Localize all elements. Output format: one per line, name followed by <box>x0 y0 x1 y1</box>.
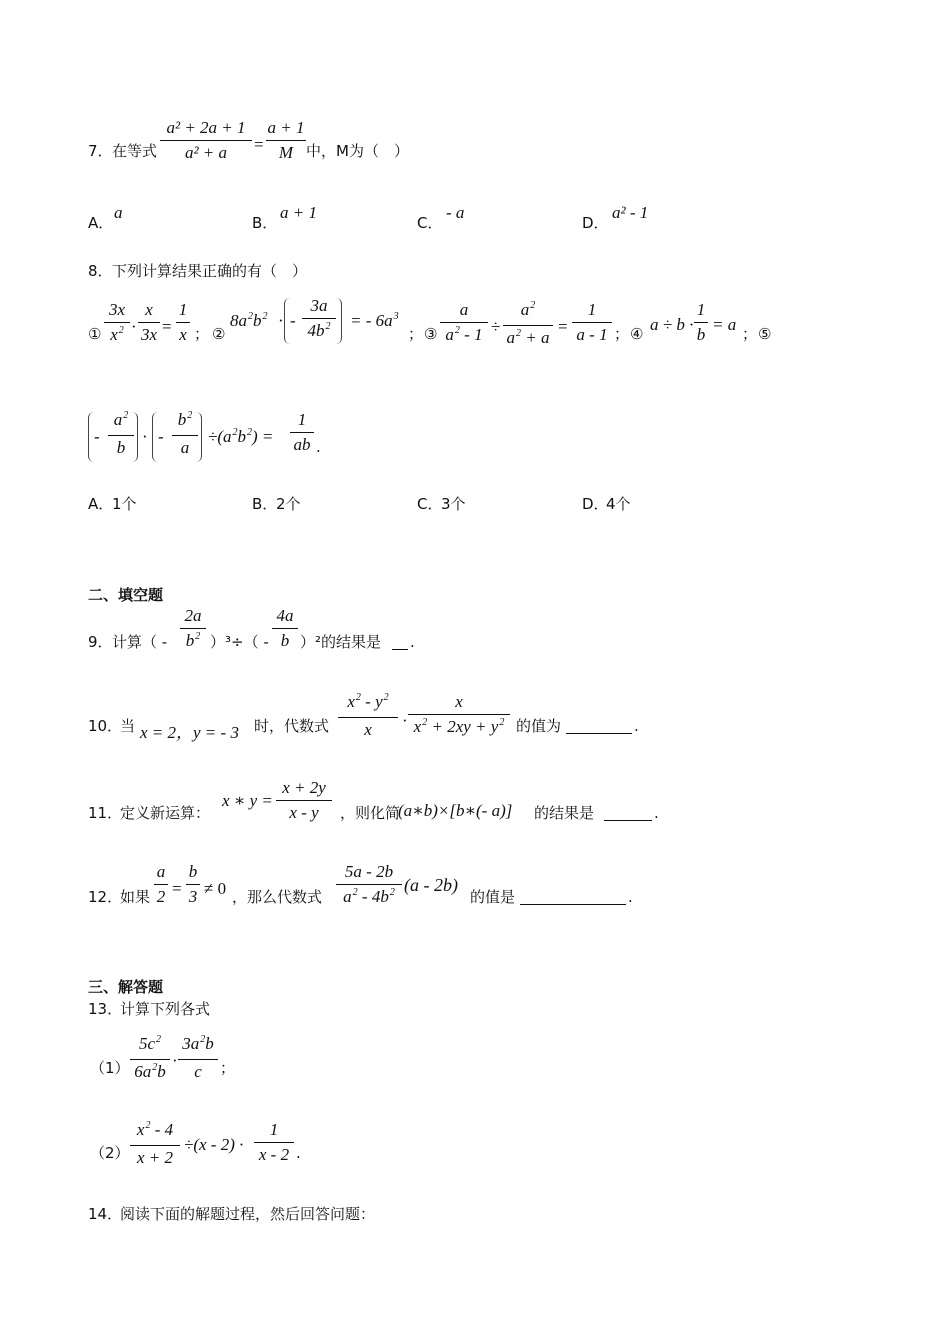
q8-option-d-value[interactable]: 4个 <box>606 495 631 513</box>
q8-option-c-value[interactable]: 3个 <box>441 495 466 513</box>
q11-end: . <box>654 804 659 822</box>
q9-frac-b: 4a b <box>272 606 298 651</box>
q13-p1-frac-a: $5c^2$ $6a^2b$ <box>130 1034 170 1085</box>
q14-text: 阅读下面的解题过程，然后回答问题： <box>120 1205 376 1223</box>
q11-middle: ，则化简 <box>340 804 401 822</box>
q12-frac-a: a 2 <box>154 862 168 907</box>
q7-suffix: 中，M为（ ） <box>306 142 409 160</box>
q8-s3-div: ÷ <box>491 317 501 336</box>
q8-s3-eq: = <box>558 317 568 336</box>
q13-p2-end: . <box>296 1144 301 1162</box>
q13-p2-frac-a: $x^2 - 4$ x + 2 <box>130 1120 180 1168</box>
q13-part-2-label: （2） <box>90 1144 130 1162</box>
q8-s2-dot: · <box>278 311 284 330</box>
q13-text: 计算下列各式 <box>120 1000 211 1018</box>
q8-option-a-value[interactable]: 1个 <box>112 495 137 513</box>
q7-option-b-label[interactable]: B． <box>252 214 278 232</box>
q11-def-lhs: x ∗ y = <box>222 791 273 810</box>
q9-prefix: 计算（ - <box>112 633 168 651</box>
q8-sep-4: ； <box>742 325 758 343</box>
q8-s5-frac-a: $a^2$ b <box>108 410 134 458</box>
q7-option-a-value[interactable]: a <box>114 203 123 222</box>
q10-number: 10． <box>88 717 123 735</box>
q8-s5-minus-a: - <box>94 427 100 446</box>
q8-option-d-label[interactable]: D． <box>582 495 609 513</box>
q8-s3-frac-c: 1 a - 1 <box>572 300 612 345</box>
q8-circled-1: ① <box>88 325 102 343</box>
q12-middle: ，那么代数式 <box>232 888 323 906</box>
q13-number: 13． <box>88 1000 123 1018</box>
q8-s3-frac-a: a $a^2 - 1$ <box>440 300 488 348</box>
q8-circled-5: ⑤ <box>758 325 772 343</box>
q7-equals: = <box>254 135 264 154</box>
q12-answer-blank[interactable] <box>520 904 626 905</box>
q8-sep-3: ； <box>614 325 630 343</box>
q11-suffix: 的结果是 <box>534 804 595 822</box>
q8-s1-frac-b: x 3x <box>138 300 160 345</box>
q8-s5-product: $\div(a^2b^2)$ = <box>208 427 274 446</box>
q8-s2-minus: - <box>290 311 296 330</box>
q11-number: 11． <box>88 804 123 822</box>
q13-p1-frac-b: $3a^2b$ c <box>178 1034 218 1082</box>
q13-p2-frac-b: 1 x - 2 <box>254 1120 294 1165</box>
q8-circled-4: ④ <box>630 325 644 343</box>
q8-sep-2: ； <box>408 325 424 343</box>
q8-s2-result: = - $6a^3$ <box>350 311 399 330</box>
q12-factor: (a - 2b) <box>404 875 458 895</box>
q7-rhs-fraction: a + 1 M <box>267 118 305 162</box>
q12-eq: = <box>172 879 182 898</box>
q10-dot: · <box>402 711 408 730</box>
q8-s3-frac-b: $a^2$ $a^2 + a$ <box>503 300 553 351</box>
q9-end: . <box>410 633 415 651</box>
q12-neq-zero: ≠ 0 <box>204 879 227 898</box>
q13-p2-mid: ÷(x - 2) · <box>184 1135 244 1154</box>
q9-suffix: ）²的结果是 <box>300 633 382 651</box>
q8-s5-minus-b: - <box>158 427 164 446</box>
q10-suffix: 的值为 <box>516 717 562 735</box>
q8-s2-coef: $8a^2b^2$ <box>230 311 268 330</box>
q12-prefix: 如果 <box>120 888 151 906</box>
q8-s1-frac-a: 3x $x^2$ <box>104 300 130 348</box>
q8-s4-result: = a <box>712 315 737 334</box>
q8-number: 8． <box>88 262 113 280</box>
q8-s2-frac: 3a $4b^2$ <box>302 296 336 344</box>
q10-x-value: x = 2，y = - 3 <box>140 723 239 742</box>
q12-end: . <box>628 888 633 906</box>
q8-s5-frac-c: 1 ab <box>290 410 314 455</box>
q7-option-b-value[interactable]: a + 1 <box>280 203 317 222</box>
q7-option-d-label[interactable]: D． <box>582 214 609 232</box>
q12-frac-c: 5a - 2b $a^2 - 4b^2$ <box>336 862 402 910</box>
q8-option-c-label[interactable]: C． <box>417 495 443 513</box>
q13-part-1-label: （1） <box>90 1059 130 1077</box>
q9-number: 9． <box>88 633 113 651</box>
q8-text: 下列计算结果正确的有（ ） <box>112 262 308 280</box>
q10-end: . <box>634 717 639 735</box>
q7-option-c-label[interactable]: C． <box>417 214 443 232</box>
q8-option-a-label[interactable]: A． <box>88 495 114 513</box>
q11-prefix: 定义新运算： <box>120 804 211 822</box>
q8-circled-3: ③ <box>424 325 438 343</box>
q12-number: 12． <box>88 888 123 906</box>
q8-sep-1: ； <box>194 325 210 343</box>
q7-lhs-fraction: a² + 2a + 1 a² + a <box>160 118 252 163</box>
q9-middle: ）³÷（ - <box>210 633 269 651</box>
q7-option-c-value[interactable]: - a <box>446 203 465 222</box>
q10-answer-blank[interactable] <box>566 733 632 734</box>
q8-s5-end: . <box>316 438 321 456</box>
q14-number: 14． <box>88 1205 123 1223</box>
q10-frac-b: x $x^2 + 2xy + y^2$ <box>408 692 510 740</box>
q8-option-b-value[interactable]: 2个 <box>276 495 301 513</box>
q7-number: 7． <box>88 142 113 160</box>
section-3-heading: 三、解答题 <box>88 978 164 996</box>
section-2-heading: 二、填空题 <box>88 586 164 604</box>
q8-s5-dot: · <box>142 427 148 446</box>
q9-answer-blank[interactable] <box>392 649 408 650</box>
q13-p1-semi: ； <box>220 1059 236 1077</box>
q8-s1-eq: = <box>162 317 172 336</box>
q10-frac-a: $x^2 - y^2$ x <box>338 692 398 740</box>
q12-suffix: 的值是 <box>470 888 516 906</box>
q9-frac-a: 2a $b^2$ <box>180 606 206 654</box>
q11-def-frac: x + 2y x - y <box>276 778 332 823</box>
q8-option-b-label[interactable]: B． <box>252 495 278 513</box>
q8-circled-2: ② <box>212 325 226 343</box>
q8-s1-frac-c: 1 x <box>176 300 190 345</box>
q7-prefix: 在等式 <box>112 142 158 160</box>
q8-s1-dot: · <box>131 317 137 336</box>
q7-option-d-value[interactable]: a² - 1 <box>612 203 649 222</box>
q8-s5-frac-b: $b^2$ a <box>172 410 198 458</box>
q10-prefix: 当 <box>120 717 136 735</box>
q12-frac-b: b 3 <box>186 862 200 907</box>
q8-s4-frac: 1 b <box>694 300 708 345</box>
q8-s4-lhs: a ÷ b · <box>650 315 694 334</box>
q10-middle: 时，代数式 <box>254 717 330 735</box>
q11-expression: (a∗b)×[b∗(- a)] <box>398 801 513 820</box>
q13-p1-dot: · <box>172 1051 178 1070</box>
q11-answer-blank[interactable] <box>604 820 652 821</box>
q7-option-a-label[interactable]: A． <box>88 214 114 232</box>
